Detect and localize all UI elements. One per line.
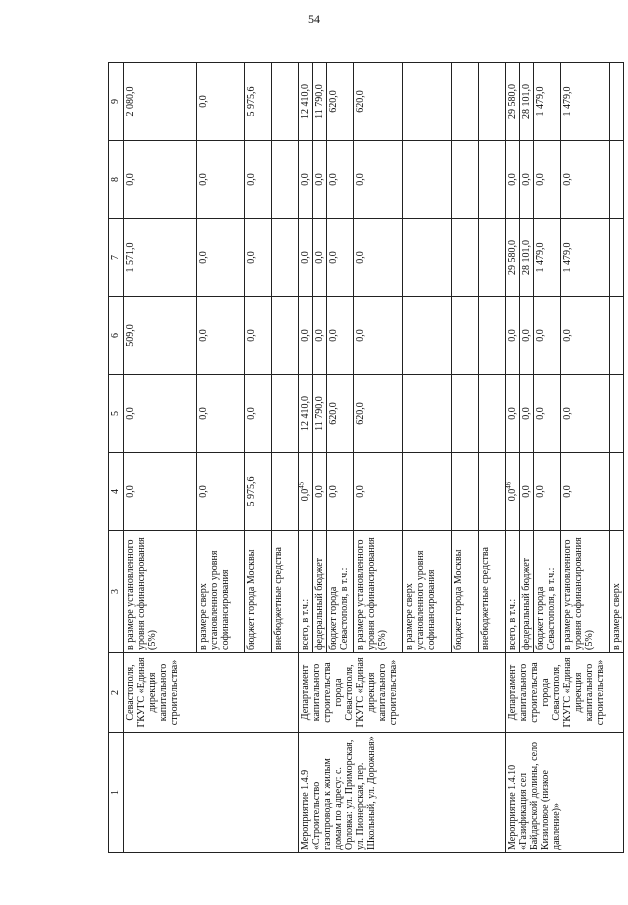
value-cell: 11 790,0 (313, 63, 327, 141)
value-cell: 0,0 (197, 219, 245, 297)
value-cell: 0,0 (197, 63, 245, 141)
value-cell: 0,0 (561, 297, 610, 375)
value-cell (403, 297, 452, 375)
value-cell: 0,0 (520, 453, 534, 531)
value-cell: 620,0 (354, 63, 403, 141)
table-row (124, 63, 197, 853)
value-cell (272, 219, 299, 297)
value-cell: 0,0 (354, 297, 403, 375)
value-cell: 0,0 (520, 297, 534, 375)
value-cell (610, 141, 624, 219)
table-row (299, 63, 313, 853)
value-cell: 0,0 (299, 219, 313, 297)
value-cell: 0,0 (534, 375, 561, 453)
value-cell: 1 571,0 (124, 219, 197, 297)
value-cell: 0,0 (245, 141, 272, 219)
value-cell (479, 63, 506, 141)
value-cell: 0,0 (124, 375, 197, 453)
value-cell: 0,0 (245, 219, 272, 297)
value-cell (610, 219, 624, 297)
financing-table (108, 62, 624, 853)
source-cell: внебюджетные средства (272, 531, 299, 653)
value-cell: 0,0 (313, 297, 327, 375)
value-cell: 0,0 (327, 453, 354, 531)
value-cell: 29 580,0 (506, 63, 520, 141)
source-cell: бюджет города Севастополя, в т.ч.: (534, 531, 561, 653)
measure-1-4-9-executor: Департамент капитального строительства города Севастополя, ГКУГС «Единая дирекция капитального строительства» (299, 653, 506, 733)
value-cell (452, 375, 479, 453)
value-cell: 0,0 (327, 219, 354, 297)
value-cell: 0,0 (313, 219, 327, 297)
value-cell (403, 219, 452, 297)
value-cell (403, 375, 452, 453)
value-cell: 0,0 (124, 141, 197, 219)
value-cell: 0,0 (197, 297, 245, 375)
col-header-5: 5 (109, 375, 124, 453)
value-cell: 0,0 (197, 453, 245, 531)
value-cell (403, 63, 452, 141)
value-cell: 0,0 (506, 297, 520, 375)
value-cell (452, 297, 479, 375)
source-cell: в размере установленного уровня софинансирования (5%) (561, 531, 610, 653)
value-cell (272, 63, 299, 141)
value-cell: 0,0 (327, 141, 354, 219)
source-cell: федеральный бюджет (520, 531, 534, 653)
value-cell: 1 479,0 (561, 63, 610, 141)
value-cell: 1 479,0 (561, 219, 610, 297)
col-header-7: 7 (109, 219, 124, 297)
value-cell (610, 453, 624, 531)
col-header-8: 8 (109, 141, 124, 219)
value-cell: 12 410,0 (299, 375, 313, 453)
source-cell: всего, в т.ч.: (506, 531, 520, 653)
cont-measure-cell (124, 733, 299, 853)
value-cell (479, 375, 506, 453)
source-cell: в размере сверх установленного уровня софинансирования (403, 531, 452, 653)
value-cell: 0,0 (327, 297, 354, 375)
value-cell (610, 63, 624, 141)
rotated-table-container (108, 63, 622, 853)
value-cell (452, 141, 479, 219)
value-cell: 29 580,0 (506, 219, 520, 297)
value-cell (610, 297, 624, 375)
source-cell: в размере сверх установленного уровня софинансирования (197, 531, 245, 653)
col-header-1: 1 (109, 733, 124, 853)
value-cell: 620,0 (327, 375, 354, 453)
source-cell: в размере установленного уровня софинансирования (5%) (124, 531, 197, 653)
value-cell: 0,0 (506, 375, 520, 453)
value-cell: 0,0 (245, 297, 272, 375)
value-cell (479, 141, 506, 219)
measure-1-4-10-name: Мероприятие 1.4.10 «Газификация сел Байдарской долины, село Кизиловое (низкое давление)» (506, 733, 624, 853)
header-row (109, 63, 124, 853)
value-cell (452, 219, 479, 297)
value-cell: 509,0 (124, 297, 197, 375)
source-cell: бюджет города Севастополя, в т.ч.: (327, 531, 354, 653)
value-cell: 1 479,0 (534, 219, 561, 297)
value-cell: 0,0 (197, 375, 245, 453)
value-cell: 5 975,6 (245, 453, 272, 531)
source-cell: бюджет города Москвы (452, 531, 479, 653)
value-cell: 0,0 (534, 297, 561, 375)
value-cell: 0,0 (520, 141, 534, 219)
value-cell: 11 790,0 (313, 375, 327, 453)
source-cell: в размере установленного уровня софинансирования (5%) (354, 531, 403, 653)
value-cell: 12 410,0 (299, 63, 313, 141)
value-cell (479, 297, 506, 375)
value-cell: 0,0 (124, 453, 197, 531)
source-cell: всего, в т.ч.: (299, 531, 313, 653)
value-cell: 0,0 (299, 141, 313, 219)
value-cell: 0,0 (313, 141, 327, 219)
col-header-4: 4 (109, 453, 124, 531)
value-cell: $0,0^{45}$ (299, 453, 313, 531)
col-header-3: 3 (109, 531, 124, 653)
value-cell (452, 63, 479, 141)
source-cell: бюджет города Москвы (245, 531, 272, 653)
value-cell (479, 453, 506, 531)
measure-1-4-9-name: Мероприятие 1.4.9 «Строительство газопровода к жилым домам по адресу: с. Орловка: ул. Приморская, ул. Пионерская, пер. Школьный, ул. Дорожная» (299, 733, 506, 853)
value-cell: $0,0^{46}$ (506, 453, 520, 531)
value-cell: 0,0 (245, 375, 272, 453)
col-header-6: 6 (109, 297, 124, 375)
source-cell: внебюджетные средства (479, 531, 506, 653)
value-cell: 0,0 (354, 219, 403, 297)
value-cell: 5 975,6 (245, 63, 272, 141)
value-cell: 0,0 (354, 141, 403, 219)
value-cell: 0,0 (506, 141, 520, 219)
value-cell (479, 219, 506, 297)
value-cell: 28 101,0 (520, 219, 534, 297)
value-cell: 0,0 (561, 141, 610, 219)
value-cell (403, 453, 452, 531)
source-cell: в размере сверх (610, 531, 624, 653)
table-row (506, 63, 520, 853)
value-cell (272, 453, 299, 531)
value-cell: 0,0 (520, 375, 534, 453)
value-cell: 0,0 (197, 141, 245, 219)
value-cell (403, 141, 452, 219)
value-cell: 0,0 (561, 453, 610, 531)
col-header-9: 9 (109, 63, 124, 141)
value-cell (610, 375, 624, 453)
value-cell: 0,0 (354, 453, 403, 531)
source-cell: федеральный бюджет (313, 531, 327, 653)
value-cell: 2 080,0 (124, 63, 197, 141)
value-cell: 0,0 (299, 297, 313, 375)
value-cell: 0,0 (534, 141, 561, 219)
page-number: 54 (308, 12, 320, 26)
cont-executor-cell: Севастополя, ГКУГС «Единая дирекция капитального строительства» (124, 653, 299, 733)
value-cell: 0,0 (561, 375, 610, 453)
col-header-2: 2 (109, 653, 124, 733)
value-cell (452, 453, 479, 531)
value-cell: 28 101,0 (520, 63, 534, 141)
value-cell: 620,0 (327, 63, 354, 141)
value-cell: 1 479,0 (534, 63, 561, 141)
value-cell (272, 297, 299, 375)
measure-1-4-10-executor: Департамент капитального строительства города Севастополя, ГКУГС «Единая дирекция капитального строительства» (506, 653, 624, 733)
value-cell (272, 375, 299, 453)
value-cell: 620,0 (354, 375, 403, 453)
value-cell: 0,0 (313, 453, 327, 531)
value-cell (272, 141, 299, 219)
value-cell: 0,0 (534, 453, 561, 531)
